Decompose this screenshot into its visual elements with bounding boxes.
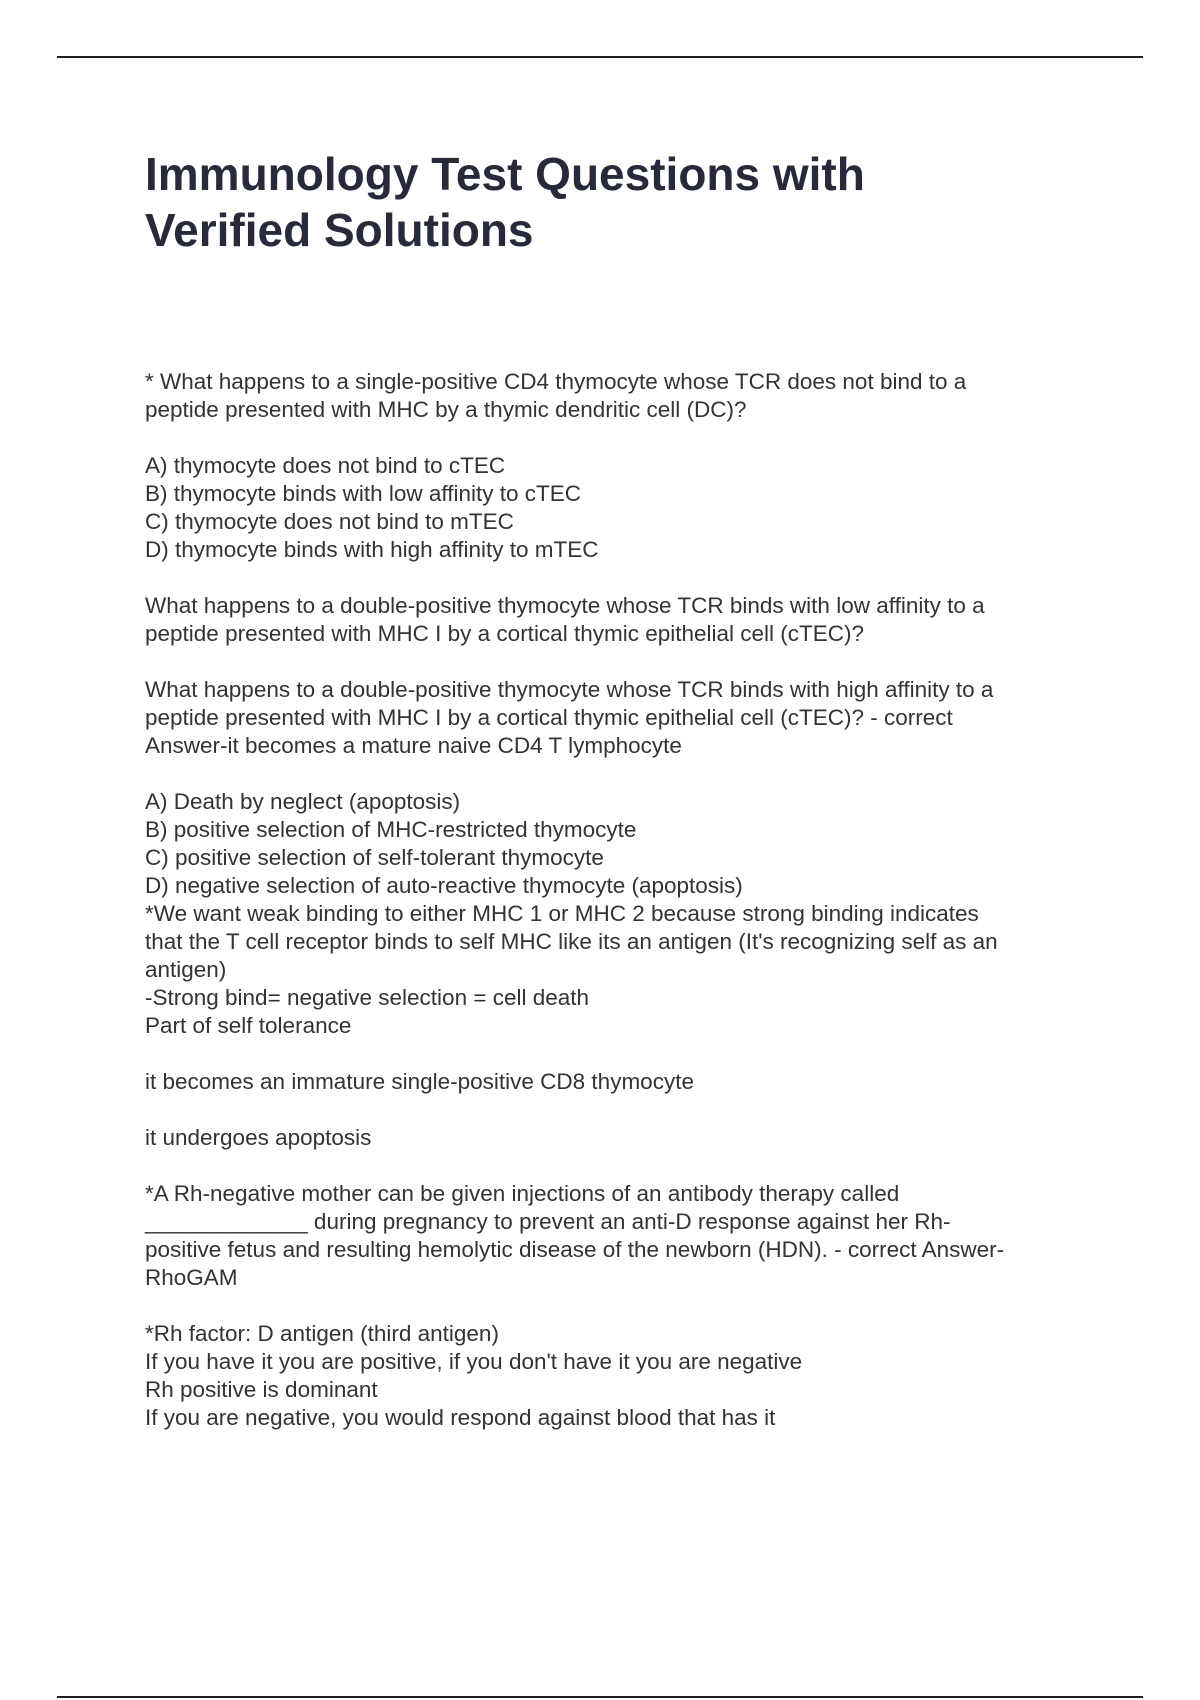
option-line: B) positive selection of MHC-restricted thymocyte bbox=[145, 817, 637, 842]
text-line: What happens to a double-positive thymocyte whose TCR binds with low affinity to a bbox=[145, 593, 985, 618]
document-body bbox=[145, 368, 1085, 1432]
text-line: that the T cell receptor binds to self MHC like its an antigen (It's recognizing self as an bbox=[145, 929, 998, 954]
question-paragraph bbox=[145, 368, 1085, 424]
option-line: B) thymocyte binds with low affinity to cTEC bbox=[145, 481, 581, 506]
text-line: _____________ during pregnancy to prevent an anti-D response against her Rh- bbox=[145, 1209, 951, 1234]
text-line: Part of self tolerance bbox=[145, 1013, 352, 1038]
option-line: C) thymocyte does not bind to mTEC bbox=[145, 509, 514, 534]
answer-options bbox=[145, 452, 1085, 564]
text-line: Rh positive is dominant bbox=[145, 1377, 378, 1402]
option-line: A) thymocyte does not bind to cTEC bbox=[145, 453, 506, 478]
text-line: RhoGAM bbox=[145, 1265, 238, 1290]
text-line: peptide presented with MHC by a thymic dendritic cell (DC)? bbox=[145, 397, 747, 422]
question-paragraph bbox=[145, 592, 1085, 648]
text-line: antigen) bbox=[145, 957, 227, 982]
title-line: Verified Solutions bbox=[145, 204, 534, 256]
option-line: D) thymocyte binds with high affinity to mTEC bbox=[145, 537, 599, 562]
text-line: *Rh factor: D antigen (third antigen) bbox=[145, 1321, 499, 1346]
question-paragraph bbox=[145, 676, 1085, 760]
text-line: peptide presented with MHC I by a cortical thymic epithelial cell (cTEC)? bbox=[145, 621, 865, 646]
title-line: Immunology Test Questions with bbox=[145, 148, 865, 200]
text-line: If you have it you are positive, if you don't have it you are negative bbox=[145, 1349, 803, 1374]
answer-paragraph bbox=[145, 1068, 1085, 1096]
option-line: D) negative selection of auto-reactive thymocyte (apoptosis) bbox=[145, 873, 743, 898]
answer-paragraph bbox=[145, 1124, 1085, 1152]
option-line: C) positive selection of self-tolerant thymocyte bbox=[145, 845, 604, 870]
text-line: peptide presented with MHC I by a cortical thymic epithelial cell (cTEC)? - correct bbox=[145, 705, 953, 730]
answer-options bbox=[145, 788, 1085, 1040]
text-line: it undergoes apoptosis bbox=[145, 1125, 372, 1150]
text-line: * What happens to a single-positive CD4 thymocyte whose TCR does not bind to a bbox=[145, 369, 967, 394]
bottom-rule bbox=[57, 1696, 1143, 1698]
top-rule bbox=[57, 56, 1143, 58]
document-title bbox=[145, 146, 1045, 258]
text-line: -Strong bind= negative selection = cell death bbox=[145, 985, 590, 1010]
question-paragraph bbox=[145, 1180, 1085, 1292]
text-line: *A Rh-negative mother can be given injections of an antibody therapy called bbox=[145, 1181, 900, 1206]
text-line: it becomes an immature single-positive CD8 thymocyte bbox=[145, 1069, 694, 1094]
text-line: What happens to a double-positive thymocyte whose TCR binds with high affinity to a bbox=[145, 677, 994, 702]
text-line: Answer-it becomes a mature naive CD4 T lymphocyte bbox=[145, 733, 682, 758]
notes-paragraph bbox=[145, 1320, 1085, 1432]
text-line: *We want weak binding to either MHC 1 or MHC 2 because strong binding indicates bbox=[145, 901, 979, 926]
text-line: If you are negative, you would respond against blood that has it bbox=[145, 1405, 776, 1430]
option-line: A) Death by neglect (apoptosis) bbox=[145, 789, 461, 814]
text-line: positive fetus and resulting hemolytic disease of the newborn (HDN). - correct Answer- bbox=[145, 1237, 1005, 1262]
